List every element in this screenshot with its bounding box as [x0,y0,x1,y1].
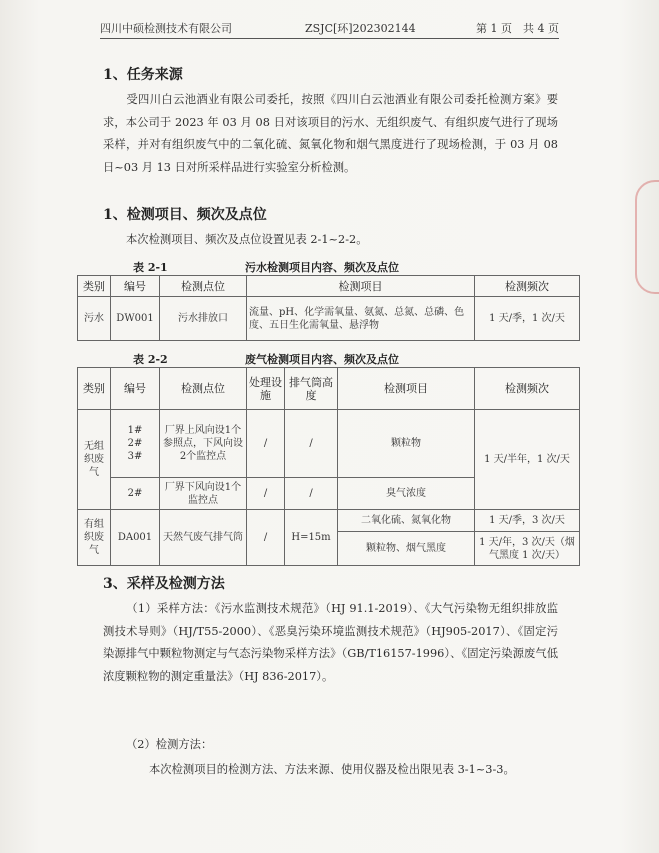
table-2-2-cell-item: 二氧化硫、氮氧化物 [338,510,475,532]
table-2-1-cell-code: DW001 [111,297,160,341]
table-2-2-cell-site: 厂界下风向设1个监控点 [160,478,247,510]
table-2-2-header-frequency: 检测频次 [475,368,580,410]
table-2-1-header-row [78,276,580,297]
table-2-2-cell-height: H=15m [285,510,338,566]
table-2-2-header-item: 检测项目 [338,368,475,410]
table-2-1-cell-item: 流量、pH、化学需氧量、氨氮、总氮、总磷、色度、五日生化需氧量、悬浮物 [247,297,475,341]
table-2-1-cell-site: 污水排放口 [160,297,247,341]
table-2-2-cell-frequency: 1 天/半年，1 次/天 [475,410,580,510]
table-2-1-header-frequency: 检测频次 [475,276,580,297]
table-row [78,297,580,341]
section-2-title: 1、检测项目、频次及点位 [103,207,267,223]
section-3-test-method-desc [103,759,558,782]
table-2-1-header-category: 类别 [78,276,111,297]
section-1-text [103,89,558,179]
table-2-2-cell-frequency: 1 天/季，3 次/天 [475,510,580,532]
table-2-2-cell-frequency: 1 天/年，3 次/天（烟气黑度 1 次/天） [475,532,580,566]
header-company: 四川中硕检测技术有限公司 [100,22,232,35]
table-2-2 [77,367,580,566]
table-2-2-cell-category-unorganized: 无组织废气 [78,410,111,510]
section-2-body: 本次检测项目、频次及点位设置见表 2-1~2-2。 [126,233,368,246]
table-2-2-label: 表 2-2 [133,353,168,366]
table-2-2-header-site: 检测点位 [160,368,247,410]
table-2-2-header-facility: 处理设施 [247,368,285,410]
table-2-2-cell-code: 1# 2# 3# [111,410,160,478]
table-2-2-cell-category-organized: 有组织废气 [78,510,111,566]
table-2-2-cell-item: 臭气浓度 [338,478,475,510]
table-2-2-cell-height: / [285,410,338,478]
page-header [100,20,559,39]
table-2-2-cell-code: DA001 [111,510,160,566]
table-2-1-caption: 污水检测项目内容、频次及点位 [245,261,399,274]
table-2-2-cell-facility: / [247,410,285,478]
table-2-1 [77,275,580,341]
seal-stamp-edge [635,180,659,294]
header-report-number: ZSJC[环]202302144 [305,22,416,35]
table-2-2-cell-code: 2# [111,478,160,510]
table-2-2-cell-site: 厂界上风向设1个参照点，下风向设2个监控点 [160,410,247,478]
table-2-2-header-height: 排气筒高度 [285,368,338,410]
table-2-2-cell-facility: / [247,510,285,566]
table-2-2-cell-site: 天然气废气排气筒 [160,510,247,566]
header-page-number: 第 1 页 共 4 页 [476,22,559,35]
section-1-body: 受四川白云池酒业有限公司委托，按照《四川白云池酒业有限公司委托检测方案》要求，本公司于 2023 年 03 月 08 日对该项目的污水、无组织废气、有组织废气进行了现场采样，并对有组织废气中的二氧化硫、氮氧化物和烟气黑度进行了现场检测，于 03 月 08 日~03 月 13 日对所采样品进行实验室分析检测。 [103,93,558,174]
section-3-test-method-text: （2）检测方法： [126,738,213,751]
table-2-2-header-row [78,368,580,410]
table-row [78,510,580,532]
table-2-1-header-site: 检测点位 [160,276,247,297]
section-3-sampling-text: （1）采样方法：《污水监测技术规范》（HJ 91.1-2019）、《大气污染物无组织排放监测技术导则》（HJ/T55-2000）、《恶臭污染环境监测技术规范》（HJ905-2017）、《固定污染源排气中颗粒物测定与气态污染物采样方法》（GB/T16157-1996）、《固定污染源废气低浓度颗粒物的测定重量法》（HJ 836-2017）。 [103,602,558,683]
table-2-1-header-item: 检测项目 [247,276,475,297]
table-2-2-caption: 废气检测项目内容、频次及点位 [245,353,399,366]
section-3-sampling-method [103,598,558,688]
section-1-title: 1、任务来源 [103,67,183,83]
table-2-2-header-code: 编号 [111,368,160,410]
table-2-2-header-category: 类别 [78,368,111,410]
table-2-2-cell-item: 颗粒物、烟气黑度 [338,532,475,566]
section-2-text [103,229,558,252]
table-2-2-cell-facility: / [247,478,285,510]
table-row [78,410,580,478]
table-2-1-cell-frequency: 1 天/季，1 次/天 [475,297,580,341]
table-2-1-header-code: 编号 [111,276,160,297]
section-3-title: 3、采样及检测方法 [103,576,225,592]
table-2-1-label: 表 2-1 [133,261,168,274]
table-2-2-cell-item: 颗粒物 [338,410,475,478]
section-3-test-method-label [103,734,558,757]
table-2-2-cell-height: / [285,478,338,510]
section-3-test-method-body: 本次检测项目的检测方法、方法来源、使用仪器及检出限见表 3-1~3-3。 [149,763,515,776]
table-2-1-cell-category: 污水 [78,297,111,341]
